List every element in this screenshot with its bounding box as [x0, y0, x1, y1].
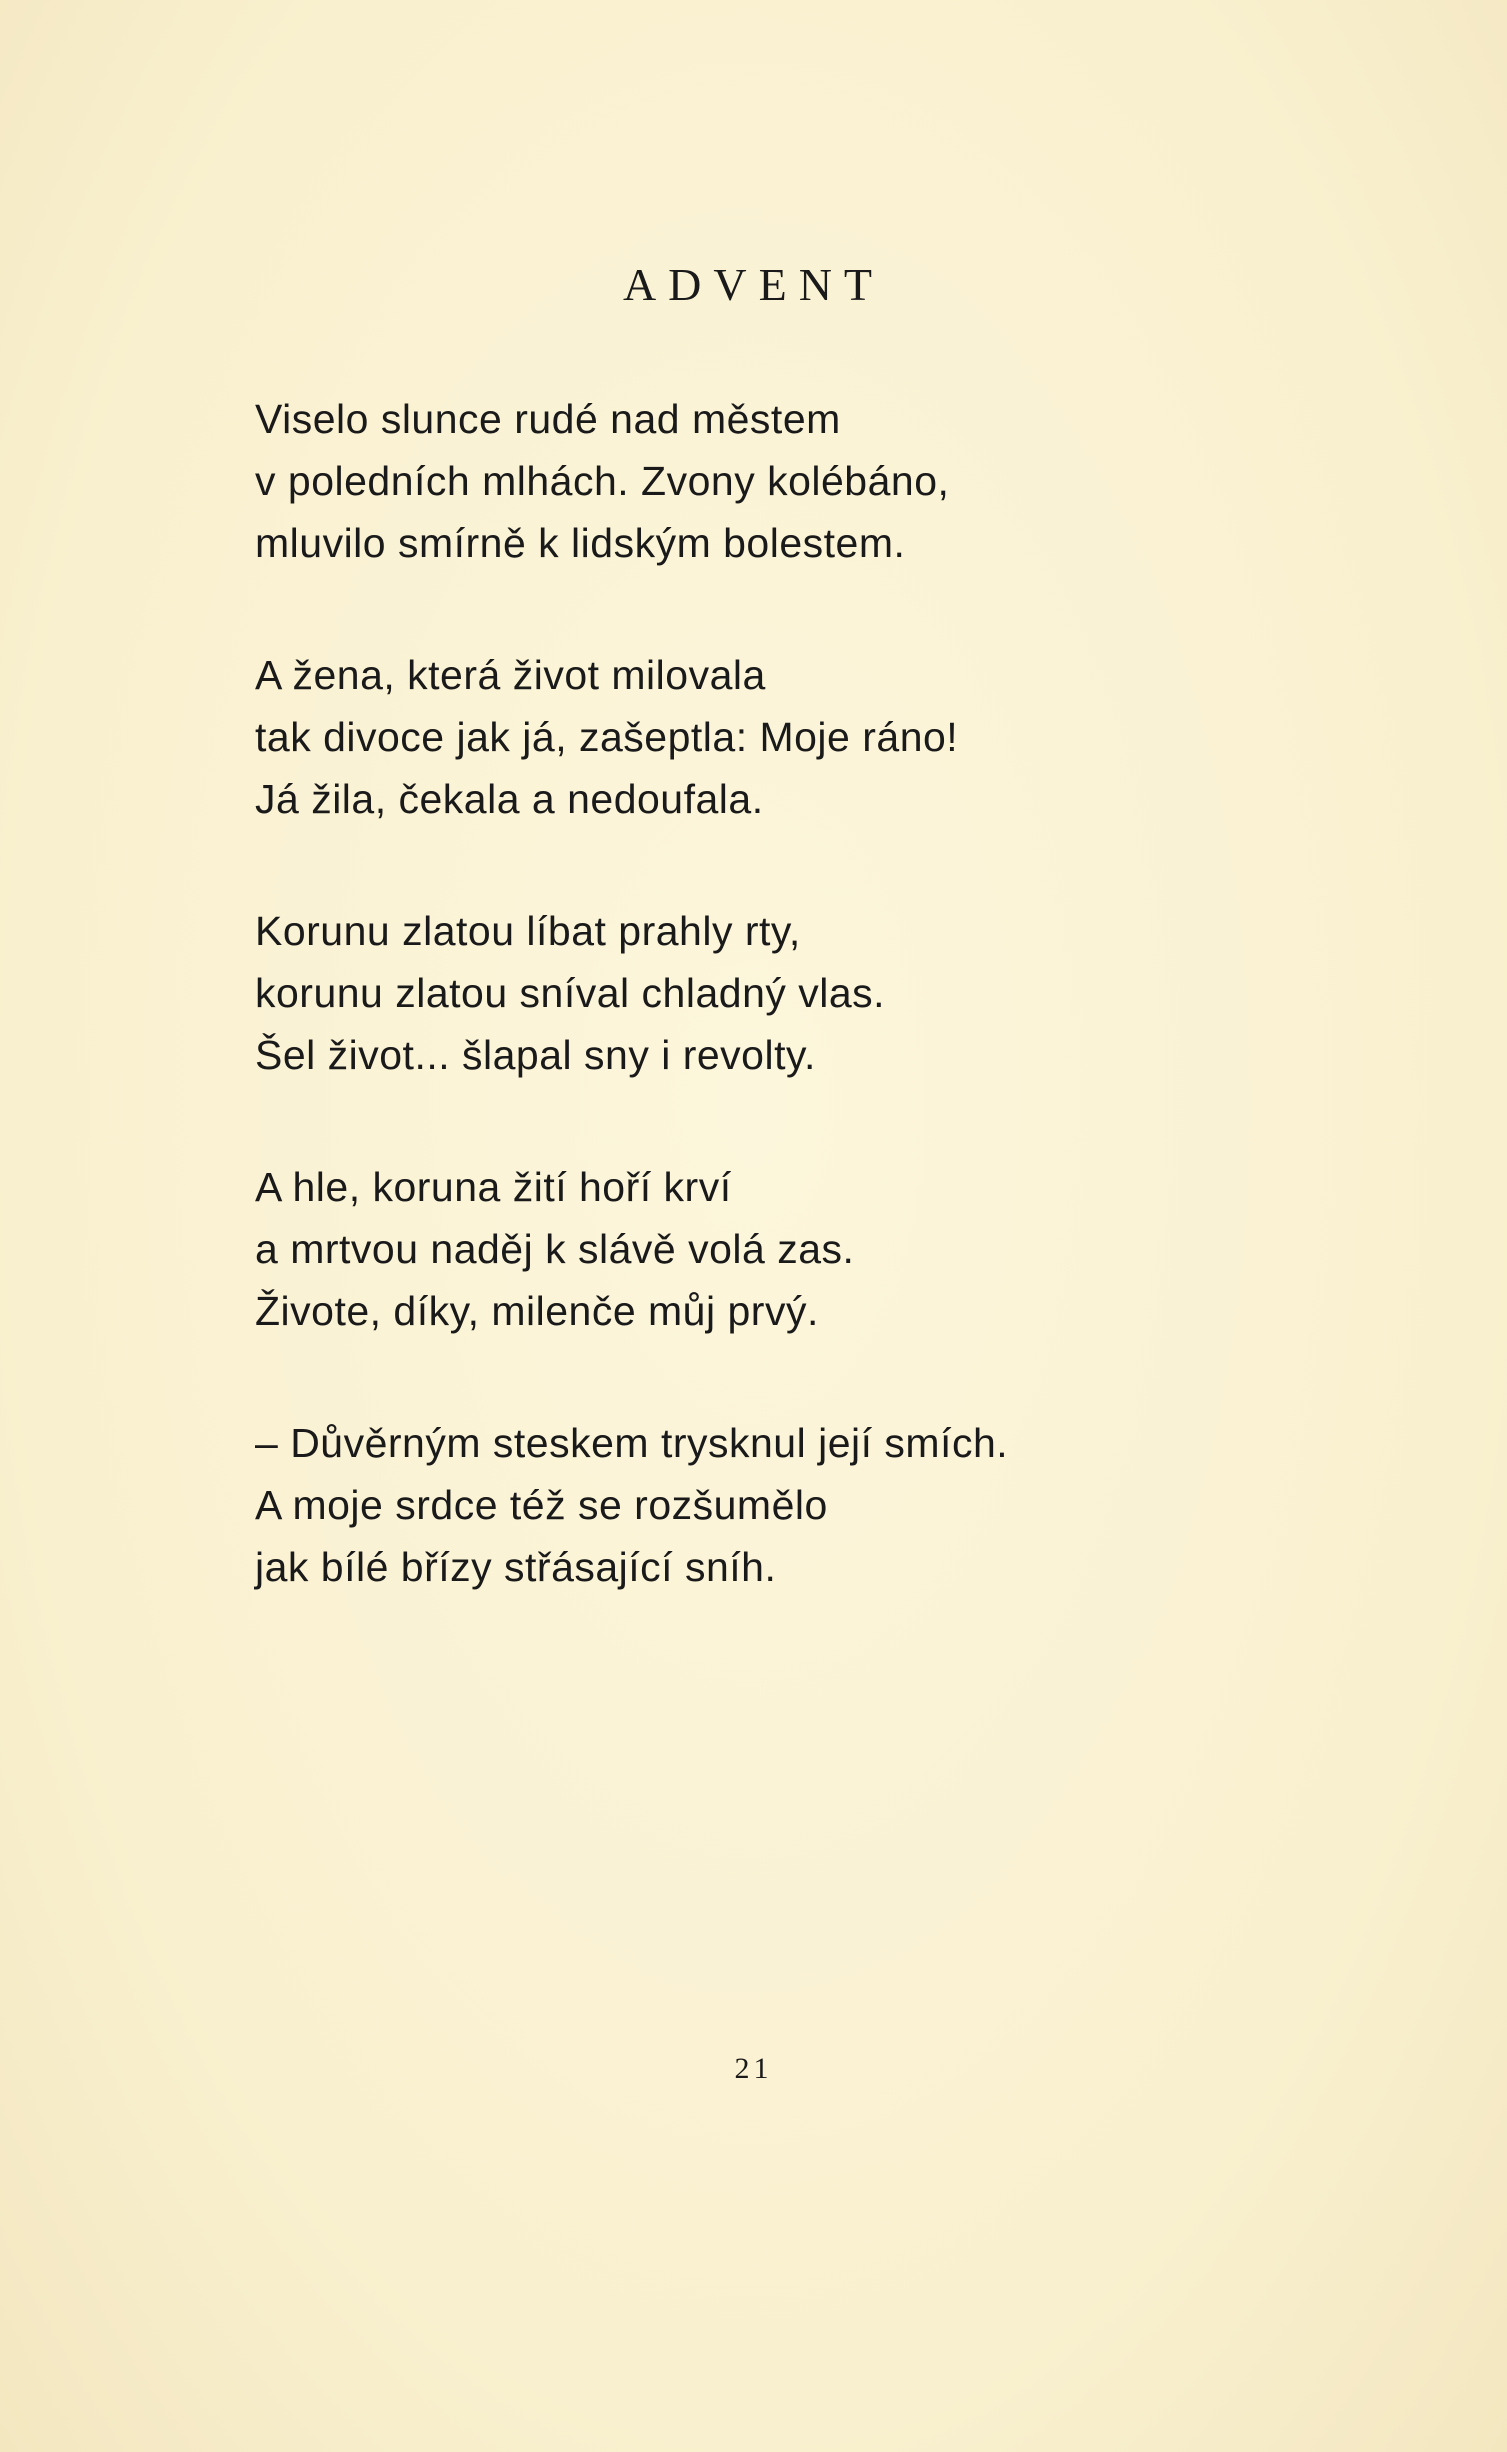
poem-line: mluvilo smírně k lidským bolestem. [255, 520, 906, 566]
poem-title: ADVENT [622, 259, 885, 310]
poem-line: A žena, která život milovala [255, 652, 766, 698]
poem-line: a mrtvou naděj k slávě volá zas. [255, 1226, 855, 1272]
stanza-1 [255, 388, 1405, 574]
poem-line: Šel život... šlapal sny i revolty. [255, 1032, 816, 1078]
stanza-5 [255, 1412, 1405, 1598]
stanza-gap [255, 830, 1405, 900]
poem-line: Viselo slunce rudé nad městem [255, 396, 841, 442]
poem-line: Živote, díky, milenče můj prvý. [255, 1288, 819, 1334]
poem-line: A hle, koruna žití hoří krví [255, 1164, 732, 1210]
poem-body [255, 388, 1405, 1598]
stanza-2 [255, 644, 1405, 830]
poem-line: A moje srdce též se rozšumělo [255, 1482, 828, 1528]
page-number: 21 [734, 2052, 773, 2085]
poem-line: jak bílé břízy střásající sníh. [255, 1544, 777, 1590]
poem-line: Já žila, čekala a nedoufala. [255, 776, 764, 822]
stanza-3 [255, 900, 1405, 1086]
poem-line: korunu zlatou sníval chladný vlas. [255, 970, 886, 1016]
poem-line: tak divoce jak já, zašeptla: Moje ráno! [255, 714, 959, 760]
poem-line: v poledních mlhách. Zvony kolébáno, [255, 458, 950, 504]
poem-line: – Důvěrným steskem trysknul její smích. [255, 1420, 1009, 1466]
poem-line: Korunu zlatou líbat prahly rty, [255, 908, 801, 954]
stanza-4 [255, 1156, 1405, 1342]
stanza-gap [255, 574, 1405, 644]
stanza-gap [255, 1086, 1405, 1156]
stanza-gap [255, 1342, 1405, 1412]
